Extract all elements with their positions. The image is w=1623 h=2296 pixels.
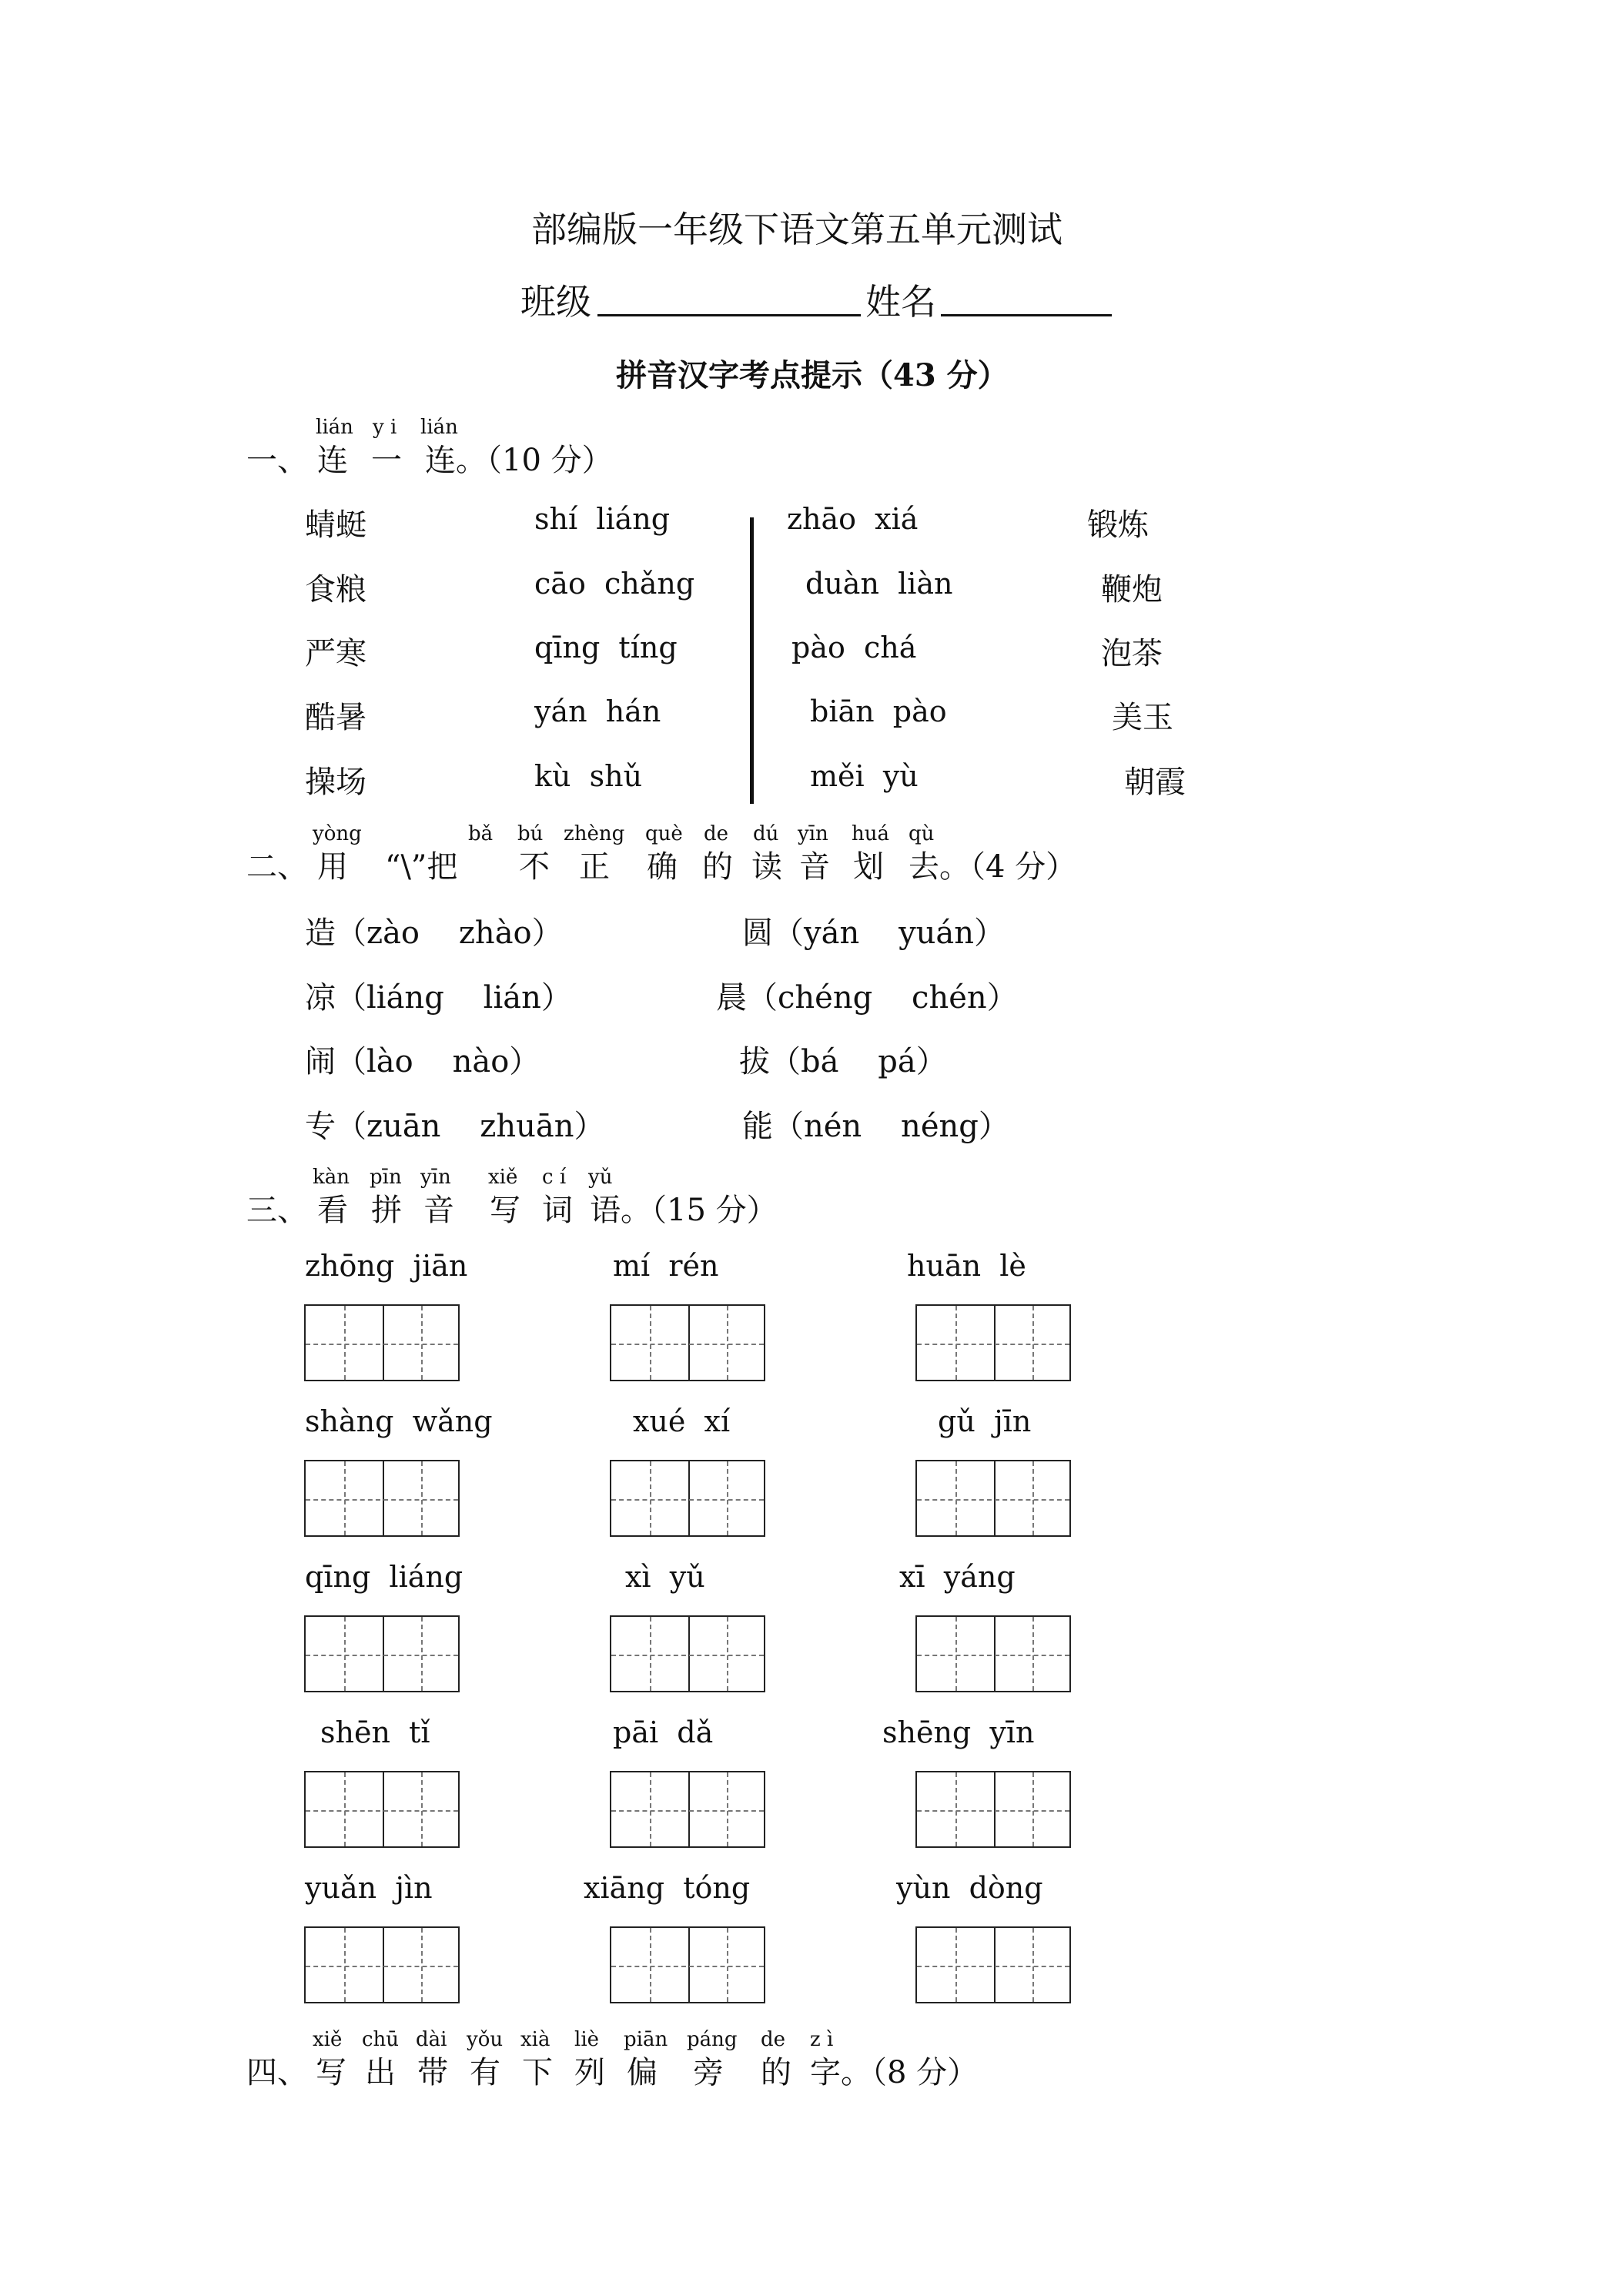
q1-left-pinyin-2: qīng tíng [534,631,678,664]
q1-pinyin-2: lián [420,416,458,439]
q3-word-10: pāi dǎ [613,1715,714,1749]
q1-left-word-1: 食粮 [305,572,366,607]
q3-char-2: 音 [423,1193,454,1228]
q4-char-6: 偏 [627,2055,658,2090]
name-blank [941,314,1112,316]
q2-char-8: 划 [853,849,884,885]
q2-item-6: 专（zuān zhuān） [305,1109,605,1144]
q1-left-pinyin-0: shí liáng [534,502,671,536]
q3-word-12: yuǎn jìn [305,1871,433,1905]
q3-pinyin-2: yīn [420,1166,451,1189]
q4-pinyin-2: dài [416,2028,447,2051]
q3-pinyin-3: xiě [488,1166,518,1189]
q2-char-0: 用 [317,849,348,885]
q4-pinyin-1: chū [362,2028,400,2051]
q1-left-word-4: 操场 [305,765,366,800]
q4-char-1: 出 [365,2055,396,2090]
q2-char-1: “\”把 [385,849,458,885]
writing-grid[interactable] [915,1771,1071,1848]
q3-word-4: xué xí [633,1404,731,1438]
q2-item-5: 拔（bá pá） [739,1044,947,1079]
q3-word-5: gǔ jīn [938,1404,1032,1438]
q3-char-5: 语 [590,1193,621,1228]
q1-right-word-2: 泡茶 [1101,636,1163,671]
q1-right-pinyin-1: duàn liàn [805,567,953,601]
writing-grid[interactable] [610,1460,765,1537]
q2-number: 二、 [246,849,308,885]
q1-left-word-0: 蜻蜓 [305,507,366,543]
q2-item-1: 圆（yán yuán） [742,915,1006,951]
q3-char-1: 拼 [371,1193,402,1228]
writing-grid[interactable] [915,1460,1071,1537]
section-title: 拼音汉字考点提示（43 分） [616,357,1009,393]
writing-grid[interactable] [610,1304,765,1381]
writing-grid[interactable] [304,1460,460,1537]
writing-grid[interactable] [915,1615,1071,1692]
q2-pinyin-6: dú [753,822,779,845]
q4-number: 四、 [246,2055,308,2090]
q2-item-4: 闹（lào nào） [305,1044,540,1079]
q1-right-pinyin-4: měi yù [810,759,919,793]
q1-right-pinyin-2: pào chá [791,631,917,664]
q3-word-0: zhōng jiān [305,1249,468,1283]
q3-word-3: shàng wǎng [305,1404,493,1438]
q2-char-4: 确 [647,849,678,885]
q4-char-7: 旁 [693,2055,724,2090]
q1-left-pinyin-4: kù shǔ [534,759,643,793]
writing-grid[interactable] [915,1304,1071,1381]
q2-char-7: 音 [799,849,830,885]
q1-left-pinyin-1: cāo chǎng [534,567,695,601]
q3-char-3: 写 [490,1193,520,1228]
page-title: 部编版一年级下语文第五单元测试 [531,209,1062,250]
writing-grid[interactable] [304,1304,460,1381]
q1-pinyin-0: lián [316,416,353,439]
q4-char-5: 列 [574,2055,605,2090]
q4-char-3: 有 [470,2055,500,2090]
q2-item-7: 能（nén néng） [742,1109,1009,1144]
writing-grid[interactable] [610,1771,765,1848]
q4-pinyin-3: yǒu [467,2028,504,2051]
writing-grid[interactable] [610,1615,765,1692]
q3-word-13: xiāng tóng [584,1871,751,1905]
q1-left-word-3: 酷暑 [305,700,366,735]
q1-left-word-2: 严寒 [305,636,366,671]
q2-pinyin-1: bǎ [468,822,494,845]
q4-pinyin-5: liè [574,2028,600,2051]
q2-char-3: 正 [579,849,610,885]
class-blank [597,314,861,316]
q1-char-0: 连 [317,443,348,478]
q3-word-1: mí rén [613,1249,719,1283]
writing-grid[interactable] [304,1615,460,1692]
q2-pinyin-7: yīn [798,822,828,845]
writing-grid[interactable] [610,1926,765,2003]
q3-char-0: 看 [317,1193,348,1228]
q3-word-7: xì yǔ [625,1560,705,1594]
q2-pinyin-5: de [704,822,729,845]
q3-pinyin-1: pīn [370,1166,402,1189]
q1-right-pinyin-3: biān pào [810,694,947,728]
q2-char-2: 不 [519,849,550,885]
q3-word-11: shēng yīn [882,1715,1035,1749]
q2-char-9: 去 [909,849,939,885]
divider-line [750,517,754,804]
q3-word-14: yùn dòng [896,1871,1043,1905]
q1-right-word-0: 锻炼 [1087,507,1149,543]
q4-pinyin-9: z ì [810,2028,834,2051]
q1-left-pinyin-3: yán hán [534,694,661,728]
q3-number: 三、 [246,1193,308,1228]
class-label: 班级 [520,281,591,323]
q3-tail: 。（15 分） [621,1193,778,1228]
q3-pinyin-5: yǔ [588,1166,613,1189]
q2-char-6: 读 [751,849,782,885]
q2-item-3: 晨（chéng chén） [716,980,1018,1016]
q2-pinyin-4: què [645,822,683,845]
q2-char-5: 的 [702,849,733,885]
q1-char-1: 一 [371,443,402,478]
q1-tail: 。（10 分） [456,443,613,478]
name-label: 姓名 [865,281,936,323]
q3-pinyin-0: kàn [313,1166,350,1189]
q2-pinyin-9: qù [909,822,935,845]
q3-word-2: huān lè [907,1249,1026,1283]
q4-pinyin-7: páng [687,2028,738,2051]
q1-right-word-1: 鞭炮 [1101,572,1163,607]
q1-char-2: 连 [425,443,456,478]
writing-grid[interactable] [304,1771,460,1848]
q4-pinyin-8: de [761,2028,786,2051]
q4-char-4: 下 [522,2055,553,2090]
q3-word-6: qīng liáng [305,1560,463,1594]
q2-item-0: 造（zào zhào） [305,915,563,951]
q1-pinyin-1: y i [373,416,397,439]
q4-tail: 。（8 分） [841,2055,979,2090]
q2-pinyin-0: yòng [313,822,362,845]
q1-right-word-4: 朝霞 [1124,765,1186,800]
q2-pinyin-3: zhèng [564,822,625,845]
q1-right-word-3: 美玉 [1112,700,1173,735]
q3-pinyin-4: c í [542,1166,567,1189]
q1-right-pinyin-0: zhāo xiá [787,502,919,536]
q2-item-2: 凉（liáng lián） [305,980,572,1016]
q4-char-9: 字 [810,2055,841,2090]
q1-number: 一、 [246,443,308,478]
q4-char-2: 带 [417,2055,448,2090]
q4-pinyin-4: xià [520,2028,550,2051]
q4-pinyin-0: xiě [313,2028,343,2051]
q2-tail: 。（4 分） [939,849,1077,885]
q4-char-0: 写 [316,2055,346,2090]
q3-char-4: 词 [542,1193,573,1228]
q3-word-8: xī yáng [899,1560,1016,1594]
q3-word-9: shēn tǐ [320,1715,430,1749]
q4-pinyin-6: piān [624,2028,668,2051]
writing-grid[interactable] [304,1926,460,2003]
q2-pinyin-2: bú [517,822,544,845]
q2-pinyin-8: huá [852,822,889,845]
q4-char-8: 的 [761,2055,791,2090]
writing-grid[interactable] [915,1926,1071,2003]
